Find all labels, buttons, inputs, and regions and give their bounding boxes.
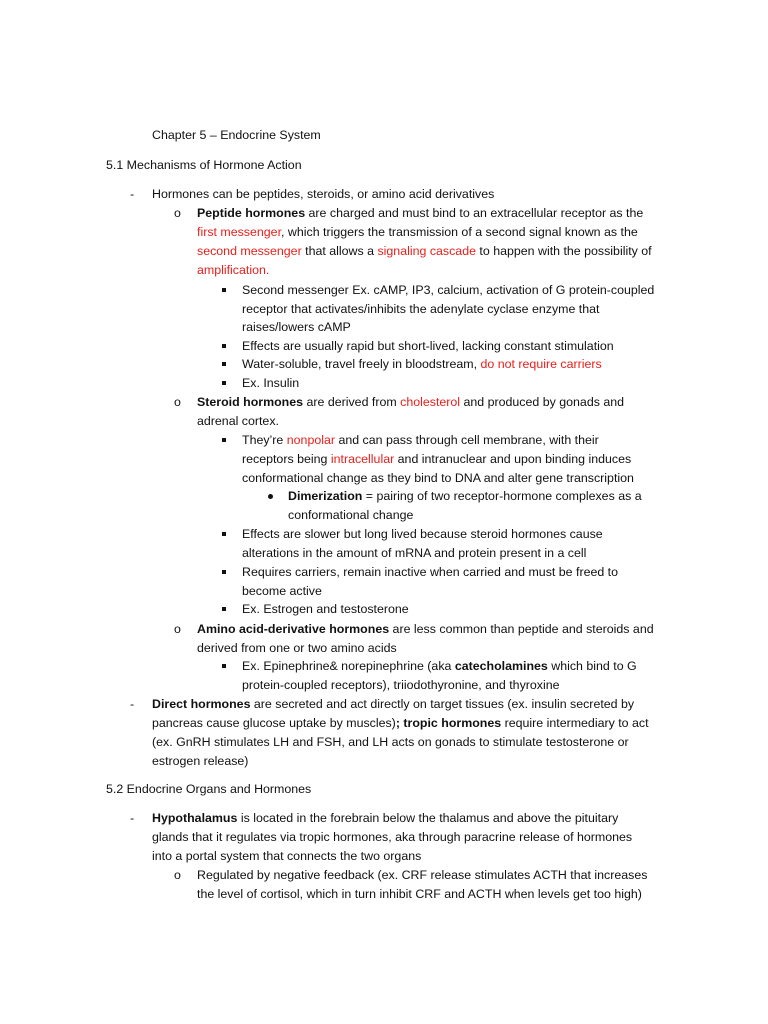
dash-bullet: - <box>130 697 135 711</box>
steroid-sub-1-line-3: conformational change as they bind to DNA and alter gene transcription <box>242 471 634 485</box>
circle-bullet: o <box>174 395 181 409</box>
peptide-sub-3 <box>242 357 602 372</box>
hypothalamus-line-3: into a portal system that connects the two organs <box>152 849 422 863</box>
peptide-line-2 <box>197 225 638 240</box>
text-run: receptors being <box>242 452 331 466</box>
highlight-second-messenger: second messenger <box>197 244 302 258</box>
square-bullet <box>222 344 226 348</box>
text-run: Ex. Epinephrine& norepinephrine (aka <box>242 659 455 673</box>
square-bullet <box>222 570 226 574</box>
dash-bullet: - <box>130 187 135 201</box>
text-run: , which triggers the transmission of a second signal known as the <box>281 225 638 239</box>
highlight-amplification: amplification. <box>197 263 270 277</box>
catecholamines-term: catecholamines <box>454 659 548 673</box>
direct-term: Direct hormones <box>152 697 251 711</box>
steroid-sub-2-line-2: alterations in the amount of mRNA and protein present in a cell <box>242 546 587 560</box>
peptide-line-1 <box>197 206 643 221</box>
peptide-term: Peptide hormones <box>197 206 306 220</box>
peptide-sub-1-line-2: receptor that activates/inhibits the adenylate cyclase enzyme that <box>242 302 600 316</box>
square-bullet <box>222 607 226 611</box>
steroid-sub-4: Ex. Estrogen and testosterone <box>242 602 409 616</box>
steroid-line-2: adrenal cortex. <box>197 414 279 428</box>
text-run: are charged and must bind to an extracellular receptor as the <box>305 206 644 220</box>
text-run: and can pass through cell membrane, with their <box>335 433 599 447</box>
highlight-no-carriers: do not require carriers <box>480 357 602 371</box>
text-run: that allows a <box>301 244 378 258</box>
direct-line-3: (ex. GnRH stimulates LH and FSH, and LH acts on gonads to stimulate testosterone or <box>152 735 629 749</box>
circle-bullet: o <box>174 206 181 220</box>
square-bullet <box>222 438 226 442</box>
peptide-line-4 <box>197 263 269 278</box>
square-bullet <box>222 362 226 366</box>
text-run: pancreas cause glucose uptake by muscles) <box>152 716 396 730</box>
round-bullet <box>268 494 273 499</box>
text-run: Water-soluble, travel freely in bloodstream, <box>242 357 481 371</box>
highlight-nonpolar: nonpolar <box>286 433 335 447</box>
bullet-hormone-types: Hormones can be peptides, steroids, or amino acid derivatives <box>152 187 495 201</box>
dimerization-line-2: conformational change <box>288 508 414 522</box>
peptide-sub-4: Ex. Insulin <box>242 376 300 390</box>
text-run: are less common than peptide and steroids and <box>389 622 654 636</box>
amino-sub-1-line-2: protein-coupled receptors), triiodothyronine, and thyroxine <box>242 678 560 692</box>
square-bullet <box>222 288 226 292</box>
steroid-sub-3-line-1: Requires carriers, remain inactive when carried and must be freed to <box>242 565 619 579</box>
dash-bullet: - <box>130 811 135 825</box>
dimerization-line-1 <box>288 489 642 504</box>
regulation-line-1: Regulated by negative feedback (ex. CRF release stimulates ACTH that increases <box>197 868 648 882</box>
hypothalamus-term: Hypothalamus <box>152 811 238 825</box>
section-heading-5-2: 5.2 Endocrine Organs and Hormones <box>106 782 312 796</box>
amino-line-2: derived from one or two amino acids <box>197 641 397 655</box>
text-run: are derived from <box>303 395 401 409</box>
section-heading-5-1: 5.1 Mechanisms of Hormone Action <box>106 158 302 172</box>
peptide-sub-2: Effects are usually rapid but short-lived, lacking constant stimulation <box>242 339 614 353</box>
amino-sub-1-line-1 <box>242 659 637 674</box>
highlight-signaling-cascade: signaling cascade <box>377 244 476 258</box>
steroid-sub-1-line-2 <box>242 452 631 467</box>
text-run: and produced by gonads and <box>460 395 625 409</box>
highlight-first-messenger: first messenger <box>197 225 282 239</box>
hypothalamus-line-1 <box>152 811 618 826</box>
regulation-line-2: the level of cortisol, which in turn inhibit CRF and ACTH when levels get too high) <box>197 887 642 901</box>
highlight-cholesterol: cholesterol <box>400 395 461 409</box>
text-run: which bind to G <box>547 659 637 673</box>
chapter-title: Chapter 5 – Endocrine System <box>152 128 321 142</box>
circle-bullet: o <box>174 622 181 636</box>
dimerization-term: Dimerization <box>288 489 363 503</box>
direct-line-4: estrogen release) <box>152 754 249 768</box>
peptide-sub-1-line-1: Second messenger Ex. cAMP, IP3, calcium, activation of G protein-coupled <box>242 283 655 297</box>
text-run: to happen with the possibility of <box>475 244 652 258</box>
text-run: = pairing of two receptor-hormone complexes as a <box>362 489 642 503</box>
steroid-sub-3-line-2: become active <box>242 584 322 598</box>
hypothalamus-line-2: glands that it regulates via tropic hormones, aka through paracrine release of hormones <box>152 830 633 844</box>
peptide-sub-1-line-3: raises/lowers cAMP <box>242 320 351 334</box>
direct-line-1 <box>152 697 634 712</box>
steroid-sub-2-line-1: Effects are slower but long lived because steroid hormones cause <box>242 527 603 541</box>
text-run: They’re <box>242 433 287 447</box>
highlight-intracellular: intracellular <box>330 452 395 466</box>
text-run: require intermediary to act <box>501 716 649 730</box>
steroid-sub-1-line-1 <box>242 433 599 448</box>
amino-term: Amino acid-derivative hormones <box>197 622 390 636</box>
amino-line-1 <box>197 622 654 637</box>
steroid-line-1 <box>197 395 624 410</box>
tropic-term: ; tropic hormones <box>395 716 502 730</box>
peptide-line-3 <box>197 244 652 259</box>
text-run: is located in the forebrain below the thalamus and above the pituitary <box>237 811 619 825</box>
square-bullet <box>222 664 226 668</box>
text-run: are secreted and act directly on target tissues (ex. insulin secreted by <box>250 697 635 711</box>
direct-line-2 <box>152 716 649 731</box>
text-run: and intranuclear and upon binding induces <box>394 452 632 466</box>
steroid-term: Steroid hormones <box>197 395 304 409</box>
square-bullet <box>222 532 226 536</box>
square-bullet <box>222 381 226 385</box>
circle-bullet: o <box>174 868 181 882</box>
